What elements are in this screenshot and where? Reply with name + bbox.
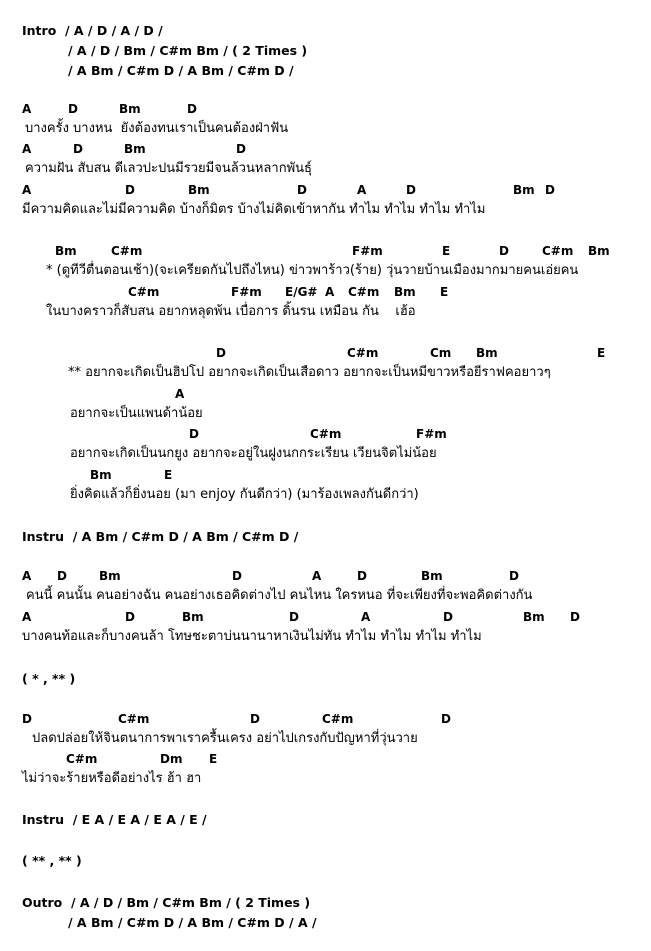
chord: Bm [55,244,77,258]
chord: C#m [542,244,574,258]
chord: A [22,183,32,197]
chord: C#m [66,752,98,766]
chord: Bm [588,244,610,258]
chord: E/G# [285,285,318,299]
chord: D [68,102,78,116]
chord: C#m [310,427,342,441]
chord: E [597,346,606,360]
chord: E [164,468,173,482]
chord: D [443,610,453,624]
outro-line-2: / A Bm / C#m D / A Bm / C#m D / A / [68,915,317,930]
chorus-lyric-1: ** อยากจะเกิดเป็นฮิปโป อยากจะเกิดเป็นเสือดาว อยากจะเป็นหมีขาวหรือยีราฟคอยาวๆ [68,365,551,380]
chord: D [570,610,580,624]
chord: D [499,244,509,258]
chord: C#m [322,712,354,726]
chord: D [509,569,519,583]
prechorus-lyric-1: * (ดูทีวีตื่นตอนเช้า)(จะเครียดกันไปถึงไหน) ข่าวพาร้าว(ร้าย) วุ่นวายบ้านเมืองมากมายคนเอ่ยคน [46,263,579,278]
repeat-marker-2: ( ** , ** ) [22,853,82,868]
chord: A [22,610,32,624]
chord: C#m [348,285,380,299]
chord: F#m [231,285,262,299]
chord: D [22,712,32,726]
chord: Bm [523,610,545,624]
chorus-lyric-2: อยากจะเป็นแพนด้าน้อย [70,406,203,421]
chord: A [22,569,32,583]
chord: A [22,102,32,116]
chord: Bm [119,102,141,116]
chord: Bm [90,468,112,482]
chord: D [189,427,199,441]
verse1-lyric-2: ความฝัน สับสน ดีเลวปะปนมีรวยมีจนล้วนหลากพันธุ์ [25,161,312,176]
chord: C#m [111,244,143,258]
chord: Bm [421,569,443,583]
verse1-lyric-1: บางครั้ง บางหน ยังต้องทนเราเป็นคนต้องฝ่าฟัน [25,121,289,136]
intro-line-1: Intro / A / D / A / D / [22,23,163,38]
prechorus-lyric-2: ในบางคราวก็สับสน อยากหลุดพ้น เบื่อการ ดิ้นรน เหมือน กัน เฮ้อ [46,304,416,319]
chord: Bm [182,610,204,624]
chord: D [187,102,197,116]
chord: Bm [476,346,498,360]
chord: D [57,569,67,583]
chord: D [406,183,416,197]
chord: C#m [118,712,150,726]
chord: Bm [394,285,416,299]
verse2-lyric-2: บางคนท้อและก็บางคนล้า โทษชะตาบ่นนานาหาเงินไม่ทัน ทำไม ทำไม ทำไม ทำไม [22,629,482,644]
chord: Bm [513,183,535,197]
chord: E [442,244,451,258]
verse2-lyric-1: คนนี้ คนนั้น คนอย่างฉัน คนอย่างเธอคิดต่างไป คนไหน ใครหนอ ที่จะเพียงที่จะพอคิดต่างกัน [26,588,533,603]
chord: D [297,183,307,197]
chord: E [209,752,218,766]
chord: A [325,285,335,299]
chord: D [250,712,260,726]
intro-line-3: / A Bm / C#m D / A Bm / C#m D / [68,63,294,78]
instru-line-1: Instru / A Bm / C#m D / A Bm / C#m D / [22,529,299,544]
chord: F#m [416,427,447,441]
bridge-lyric-2: ไม่ว่าจะร้ายหรือดีอย่างไร ฮ้า ฮา [22,771,202,786]
chord: Bm [188,183,210,197]
chord: A [22,142,32,156]
chord: D [236,142,246,156]
chord: Bm [124,142,146,156]
chord: D [232,569,242,583]
chord: Bm [99,569,121,583]
chord: D [289,610,299,624]
chord: D [357,569,367,583]
chord: A [312,569,322,583]
chord: D [125,183,135,197]
verse1-lyric-3: มีความคิดและไม่มีความคิด บ้างก็มิตร บ้างไม่คิดเข้าหากัน ทำไม ทำไม ทำไม ทำไม [22,202,486,217]
repeat-marker-1: ( * , ** ) [22,671,76,686]
chord: D [545,183,555,197]
chorus-lyric-3: อยากจะเกิดเป็นนกยูง อยากจะอยู่ในฝูงนกกระเรียน เวียนจิตไม่น้อย [70,446,437,461]
chord: D [441,712,451,726]
chord: D [216,346,226,360]
chord: E [440,285,449,299]
chord: A [175,387,185,401]
chorus-lyric-4: ยิ่งคิดแล้วก็ยิ่งนอย (มา enjoy กันดีกว่า) (มาร้องเพลงกันดีกว่า) [70,487,419,502]
chord: Dm [160,752,183,766]
outro-line-1: Outro / A / D / Bm / C#m Bm / ( 2 Times ) [22,895,311,910]
chord: A [361,610,371,624]
chord: A [357,183,367,197]
intro-line-2: / A / D / Bm / C#m Bm / ( 2 Times ) [68,43,308,58]
instru-line-2: Instru / E A / E A / E A / E / [22,812,207,827]
chord: D [125,610,135,624]
chord: C#m [347,346,379,360]
chord: C#m [128,285,160,299]
chord: F#m [352,244,383,258]
bridge-lyric-1: ปลดปล่อยให้จินตนาการพาเราครื้นเครง อย่าไปเกรงกับปัญหาที่วุ่นวาย [32,731,418,746]
chord: Cm [430,346,452,360]
chord: D [73,142,83,156]
